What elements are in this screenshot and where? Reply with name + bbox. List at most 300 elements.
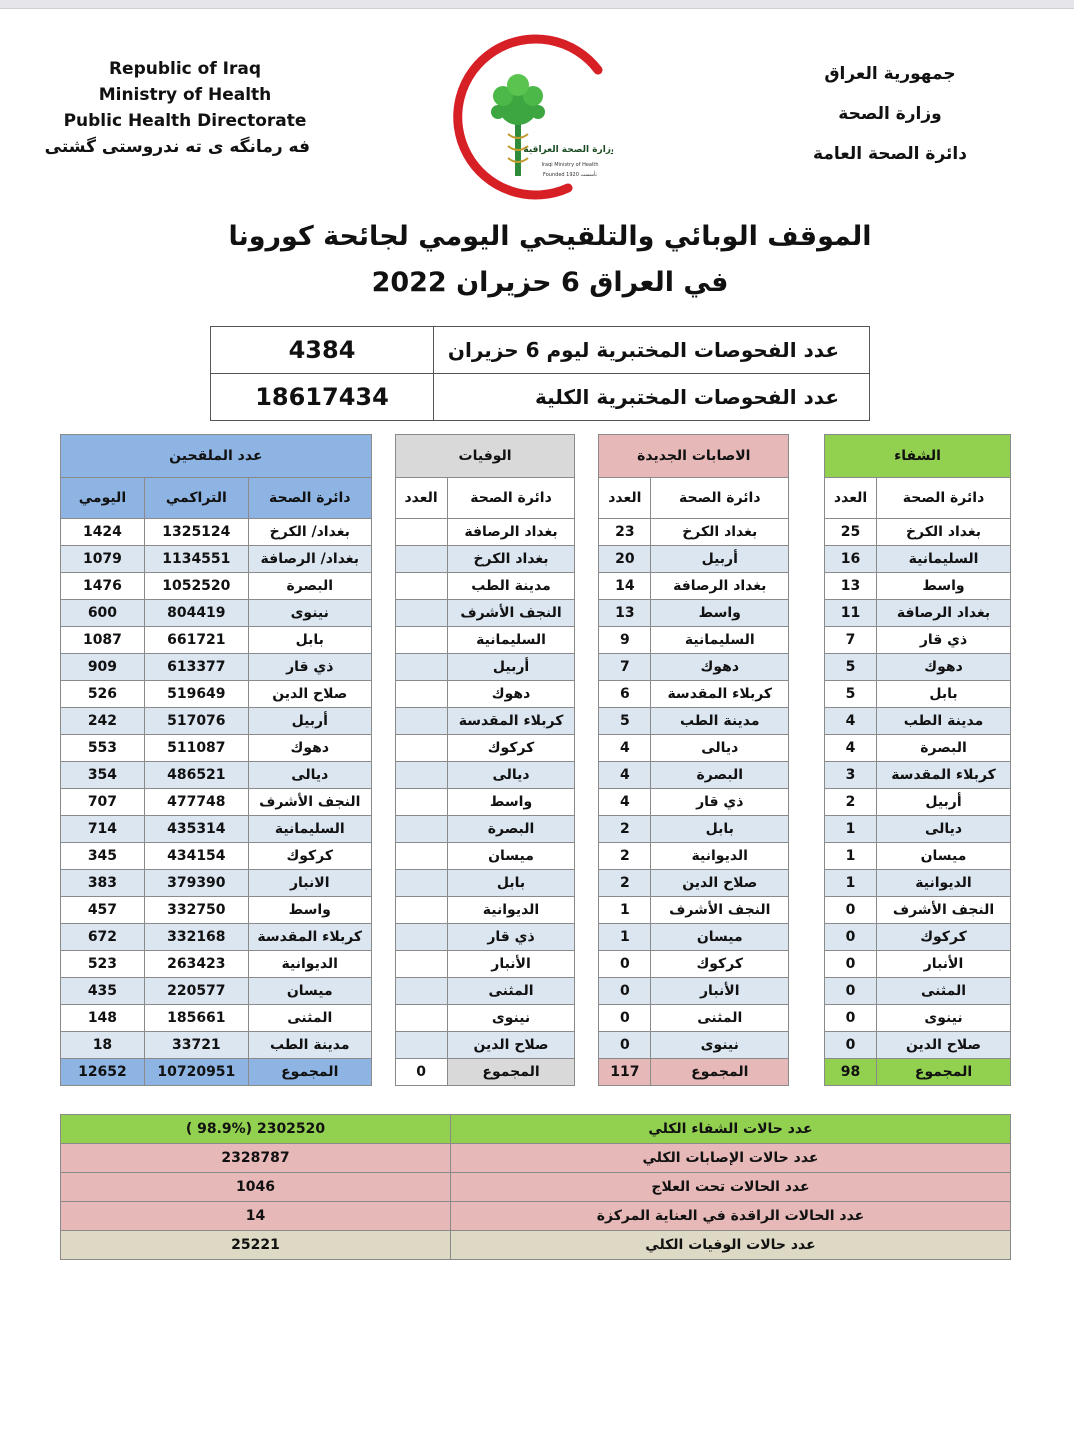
spacer [371, 1059, 395, 1086]
cases-dept-cell: صلاح الدين [651, 870, 789, 897]
spacer [371, 1005, 395, 1032]
header-en-line: Public Health Directorate [63, 111, 307, 131]
cases-dept-cell: واسط [651, 600, 789, 627]
section-deaths: الوفيات [395, 435, 575, 478]
deaths-dept-cell: البصرة [447, 816, 575, 843]
cases-count-cell: 1 [599, 897, 651, 924]
vac-cumulative-cell: 1052520 [144, 573, 248, 600]
deaths-dept-cell: مدينة الطب [447, 573, 575, 600]
spacer [575, 843, 599, 870]
deaths-dept-cell: بغداد الكرخ [447, 546, 575, 573]
col-daily: اليومي [61, 478, 145, 519]
deaths-dept-cell: بغداد الرصافة [447, 519, 575, 546]
col-cases-count: العدد [599, 478, 651, 519]
total-deaths-label: المجموع [447, 1059, 575, 1086]
rec-count-cell: 4 [825, 735, 877, 762]
header-arabic [790, 60, 990, 180]
spacer [575, 1059, 599, 1086]
column-header-row [61, 478, 1011, 519]
total-recovered: 98 [825, 1059, 877, 1086]
vac-dept-cell: أربيل [248, 708, 371, 735]
spacer [575, 870, 599, 897]
spacer [575, 435, 599, 478]
rec-count-cell: 25 [825, 519, 877, 546]
header-ar-line: جمهورية العراق [824, 64, 956, 84]
cases-count-cell: 0 [599, 1032, 651, 1059]
rec-count-cell: 0 [825, 978, 877, 1005]
cases-dept-cell: كركوك [651, 951, 789, 978]
spacer [575, 600, 599, 627]
rec-count-cell: 0 [825, 1032, 877, 1059]
vac-dept-cell: مدينة الطب [248, 1032, 371, 1059]
rec-dept-cell: بغداد الكرخ [877, 519, 1011, 546]
deaths-dept-cell: ذي قار [447, 924, 575, 951]
cases-dept-cell: الأنبار [651, 978, 789, 1005]
vac-dept-cell: واسط [248, 897, 371, 924]
table-row [61, 762, 1011, 789]
total-vac-cumulative: 10720951 [144, 1059, 248, 1086]
table-row [61, 681, 1011, 708]
spacer [575, 627, 599, 654]
summary-value: 14 [61, 1202, 451, 1231]
cases-count-cell: 0 [599, 1005, 651, 1032]
rec-count-cell: 1 [825, 816, 877, 843]
header-english [44, 56, 310, 160]
lab-tests-table [210, 326, 870, 421]
vac-daily-cell: 383 [61, 870, 145, 897]
spacer [371, 816, 395, 843]
cases-count-cell: 13 [599, 600, 651, 627]
vac-cumulative-cell: 332168 [144, 924, 248, 951]
header-en-line: Ministry of Health [98, 85, 272, 105]
vac-cumulative-cell: 517076 [144, 708, 248, 735]
rec-dept-cell: الديوانية [877, 870, 1011, 897]
vac-daily-cell: 714 [61, 816, 145, 843]
title-line-1: الموقف الوبائي والتلقيحي اليومي لجائحة كورونا [228, 221, 872, 252]
spacer [371, 762, 395, 789]
rec-count-cell: 7 [825, 627, 877, 654]
cases-count-cell: 4 [599, 789, 651, 816]
spacer [789, 1005, 825, 1032]
deaths-count-cell [395, 897, 447, 924]
summary-label: عدد حالات الشفاء الكلي [451, 1115, 1011, 1144]
cases-count-cell: 2 [599, 870, 651, 897]
col-rec-dept: دائرة الصحة [877, 478, 1011, 519]
vac-dept-cell: ميسان [248, 978, 371, 1005]
table-row [61, 1005, 1011, 1032]
vac-cumulative-cell: 661721 [144, 627, 248, 654]
spacer [789, 735, 825, 762]
vac-dept-cell: ذي قار [248, 654, 371, 681]
spacer [789, 789, 825, 816]
cases-dept-cell: البصرة [651, 762, 789, 789]
vac-cumulative-cell: 33721 [144, 1032, 248, 1059]
vac-daily-cell: 672 [61, 924, 145, 951]
daily-status-table [60, 434, 1011, 1086]
vac-daily-cell: 18 [61, 1032, 145, 1059]
summary-table [60, 1114, 1011, 1260]
vac-daily-cell: 1476 [61, 573, 145, 600]
cases-dept-cell: بغداد الكرخ [651, 519, 789, 546]
vac-dept-cell: الديوانية [248, 951, 371, 978]
rec-count-cell: 0 [825, 924, 877, 951]
deaths-dept-cell: ديالى [447, 762, 575, 789]
deaths-dept-cell: كربلاء المقدسة [447, 708, 575, 735]
tests-row-daily [211, 327, 870, 374]
cases-count-cell: 5 [599, 708, 651, 735]
cases-count-cell: 1 [599, 924, 651, 951]
rec-dept-cell: أربيل [877, 789, 1011, 816]
rec-count-cell: 0 [825, 1005, 877, 1032]
rec-count-cell: 5 [825, 654, 877, 681]
rec-count-cell: 3 [825, 762, 877, 789]
vac-daily-cell: 707 [61, 789, 145, 816]
deaths-dept-cell: المثنى [447, 978, 575, 1005]
spacer [575, 1005, 599, 1032]
deaths-count-cell [395, 870, 447, 897]
table-row [61, 735, 1011, 762]
header-ar-line: دائرة الصحة العامة [813, 144, 967, 164]
cases-dept-cell: الديوانية [651, 843, 789, 870]
table-row [61, 789, 1011, 816]
spacer [371, 1032, 395, 1059]
cases-count-cell: 4 [599, 735, 651, 762]
rec-dept-cell: النجف الأشرف [877, 897, 1011, 924]
spacer [371, 681, 395, 708]
spacer [575, 546, 599, 573]
vac-cumulative-cell: 613377 [144, 654, 248, 681]
tests-total-value: 18617434 [211, 374, 434, 421]
logo-icon [448, 30, 613, 200]
cases-count-cell: 2 [599, 816, 651, 843]
section-recovered: الشفاء [825, 435, 1011, 478]
cases-count-cell: 2 [599, 843, 651, 870]
table-row [61, 654, 1011, 681]
cases-dept-cell: أربيل [651, 546, 789, 573]
vac-daily-cell: 1424 [61, 519, 145, 546]
spacer [371, 978, 395, 1005]
deaths-count-cell [395, 1032, 447, 1059]
spacer [371, 519, 395, 546]
summary-label: عدد حالات الوفيات الكلي [451, 1231, 1011, 1260]
spacer [371, 897, 395, 924]
vac-dept-cell: صلاح الدين [248, 681, 371, 708]
rec-dept-cell: كربلاء المقدسة [877, 762, 1011, 789]
spacer [575, 708, 599, 735]
rec-dept-cell: مدينة الطب [877, 708, 1011, 735]
summary-value: ( 98.9%) 2302520 [61, 1115, 451, 1144]
deaths-count-cell [395, 573, 447, 600]
deaths-count-cell [395, 546, 447, 573]
spacer [789, 654, 825, 681]
cases-dept-cell: ديالى [651, 735, 789, 762]
rec-dept-cell: السليمانية [877, 546, 1011, 573]
deaths-dept-cell: السليمانية [447, 627, 575, 654]
spacer [789, 1032, 825, 1059]
rec-dept-cell: ميسان [877, 843, 1011, 870]
vac-daily-cell: 354 [61, 762, 145, 789]
spacer [575, 573, 599, 600]
spacer [575, 978, 599, 1005]
spacer [371, 654, 395, 681]
vac-daily-cell: 1087 [61, 627, 145, 654]
tests-row-total [211, 374, 870, 421]
vac-daily-cell: 457 [61, 897, 145, 924]
rec-dept-cell: ديالى [877, 816, 1011, 843]
cases-dept-cell: السليمانية [651, 627, 789, 654]
rec-count-cell: 5 [825, 681, 877, 708]
col-deaths-count: العدد [395, 478, 447, 519]
spacer [371, 435, 395, 478]
cases-count-cell: 14 [599, 573, 651, 600]
tests-total-label: عدد الفحوصات المختبرية الكلية [434, 374, 870, 421]
cases-count-cell: 6 [599, 681, 651, 708]
vac-daily-cell: 523 [61, 951, 145, 978]
vac-cumulative-cell: 1134551 [144, 546, 248, 573]
vac-daily-cell: 435 [61, 978, 145, 1005]
cases-count-cell: 20 [599, 546, 651, 573]
spacer [371, 735, 395, 762]
deaths-count-cell [395, 600, 447, 627]
deaths-count-cell [395, 708, 447, 735]
spacer [371, 951, 395, 978]
rec-dept-cell: نينوى [877, 1005, 1011, 1032]
table-row [61, 600, 1011, 627]
deaths-dept-cell: كركوك [447, 735, 575, 762]
section-vaccinated: عدد الملقحين [61, 435, 372, 478]
total-vac-label: المجموع [248, 1059, 371, 1086]
rec-count-cell: 0 [825, 951, 877, 978]
vac-cumulative-cell: 804419 [144, 600, 248, 627]
summary-row [61, 1173, 1011, 1202]
cases-dept-cell: دهوك [651, 654, 789, 681]
col-rec-count: العدد [825, 478, 877, 519]
total-rec-label: المجموع [877, 1059, 1011, 1086]
vac-cumulative-cell: 477748 [144, 789, 248, 816]
vac-cumulative-cell: 1325124 [144, 519, 248, 546]
vac-cumulative-cell: 220577 [144, 978, 248, 1005]
spacer [789, 951, 825, 978]
rec-dept-cell: دهوك [877, 654, 1011, 681]
rec-dept-cell: المثنى [877, 978, 1011, 1005]
vac-daily-cell: 148 [61, 1005, 145, 1032]
deaths-count-cell [395, 681, 447, 708]
table-row [61, 924, 1011, 951]
section-new-cases: الاصابات الجديدة [599, 435, 789, 478]
deaths-dept-cell: بابل [447, 870, 575, 897]
vac-dept-cell: ديالى [248, 762, 371, 789]
rec-dept-cell: ذي قار [877, 627, 1011, 654]
vac-dept-cell: النجف الأشرف [248, 789, 371, 816]
table-row [61, 816, 1011, 843]
spacer [575, 735, 599, 762]
spacer [575, 478, 599, 519]
spacer [789, 600, 825, 627]
cases-dept-cell: ذي قار [651, 789, 789, 816]
rec-dept-cell: واسط [877, 573, 1011, 600]
summary-value: 1046 [61, 1173, 451, 1202]
col-cumulative: التراكمي [144, 478, 248, 519]
spacer [371, 546, 395, 573]
total-vac-daily: 12652 [61, 1059, 145, 1086]
rec-count-cell: 11 [825, 600, 877, 627]
vac-dept-cell: بابل [248, 627, 371, 654]
summary-value: 2328787 [61, 1144, 451, 1173]
cases-dept-cell: بابل [651, 816, 789, 843]
spacer [789, 897, 825, 924]
vac-daily-cell: 242 [61, 708, 145, 735]
col-vac-dept: دائرة الصحة [248, 478, 371, 519]
spacer [371, 478, 395, 519]
ministry-logo [448, 30, 613, 200]
spacer [575, 951, 599, 978]
spacer [789, 978, 825, 1005]
deaths-dept-cell: دهوك [447, 681, 575, 708]
rec-count-cell: 2 [825, 789, 877, 816]
vac-cumulative-cell: 486521 [144, 762, 248, 789]
cases-dept-cell: كربلاء المقدسة [651, 681, 789, 708]
table-row [61, 843, 1011, 870]
spacer [371, 627, 395, 654]
table-row [61, 546, 1011, 573]
cases-dept-cell: بغداد الرصافة [651, 573, 789, 600]
cases-dept-cell: ميسان [651, 924, 789, 951]
spacer [371, 573, 395, 600]
vac-dept-cell: كركوك [248, 843, 371, 870]
deaths-count-cell [395, 1005, 447, 1032]
summary-value: 25221 [61, 1231, 451, 1260]
vac-daily-cell: 345 [61, 843, 145, 870]
deaths-dept-cell: الأنبار [447, 951, 575, 978]
header-en-line: Republic of Iraq [108, 59, 262, 79]
rec-dept-cell: بغداد الرصافة [877, 600, 1011, 627]
table-row [61, 627, 1011, 654]
deaths-count-cell [395, 789, 447, 816]
deaths-dept-cell: النجف الأشرف [447, 600, 575, 627]
summary-label: عدد الحالات الراقدة في العناية المركزة [451, 1202, 1011, 1231]
cases-count-cell: 7 [599, 654, 651, 681]
spacer [371, 870, 395, 897]
spacer [575, 897, 599, 924]
tests-daily-value: 4384 [211, 327, 434, 374]
cases-count-cell: 0 [599, 951, 651, 978]
deaths-dept-cell: نينوى [447, 1005, 575, 1032]
deaths-dept-cell: ميسان [447, 843, 575, 870]
rec-dept-cell: صلاح الدين [877, 1032, 1011, 1059]
vac-dept-cell: كربلاء المقدسة [248, 924, 371, 951]
vac-daily-cell: 1079 [61, 546, 145, 573]
deaths-dept-cell: أربيل [447, 654, 575, 681]
vac-dept-cell: دهوك [248, 735, 371, 762]
spacer [789, 843, 825, 870]
vac-dept-cell: البصرة [248, 573, 371, 600]
rec-count-cell: 0 [825, 897, 877, 924]
spacer [789, 762, 825, 789]
logo-en-text: Iraqi Ministry of Health [541, 162, 599, 168]
rec-count-cell: 13 [825, 573, 877, 600]
summary-label: عدد الحالات تحت العلاج [451, 1173, 1011, 1202]
cases-count-cell: 9 [599, 627, 651, 654]
table-row [61, 870, 1011, 897]
spacer [575, 816, 599, 843]
tests-daily-label: عدد الفحوصات المختبرية ليوم 6 حزيران [434, 327, 870, 374]
cases-count-cell: 23 [599, 519, 651, 546]
table-row [61, 897, 1011, 924]
vac-dept-cell: الانبار [248, 870, 371, 897]
deaths-count-cell [395, 762, 447, 789]
vac-cumulative-cell: 332750 [144, 897, 248, 924]
spacer [371, 843, 395, 870]
spacer [789, 627, 825, 654]
cases-dept-cell: نينوى [651, 1032, 789, 1059]
spacer [575, 762, 599, 789]
table-row [61, 951, 1011, 978]
rec-count-cell: 4 [825, 708, 877, 735]
vac-cumulative-cell: 263423 [144, 951, 248, 978]
vac-cumulative-cell: 185661 [144, 1005, 248, 1032]
rec-dept-cell: كركوك [877, 924, 1011, 951]
total-cases: 117 [599, 1059, 651, 1086]
spacer [575, 924, 599, 951]
table-row [61, 573, 1011, 600]
vac-dept-cell: بغداد/ الكرخ [248, 519, 371, 546]
deaths-count-cell [395, 627, 447, 654]
spacer [789, 573, 825, 600]
total-cases-label: المجموع [651, 1059, 789, 1086]
summary-label: عدد حالات الإصابات الكلي [451, 1144, 1011, 1173]
rec-dept-cell: البصرة [877, 735, 1011, 762]
deaths-dept-cell: الديوانية [447, 897, 575, 924]
table-row [61, 708, 1011, 735]
rec-dept-cell: بابل [877, 681, 1011, 708]
rec-dept-cell: الأنبار [877, 951, 1011, 978]
header-ku-line: فه رمانگه ى ته ندروستى گشتى [44, 137, 310, 157]
cases-dept-cell: النجف الأشرف [651, 897, 789, 924]
col-cases-dept: دائرة الصحة [651, 478, 789, 519]
spacer [789, 924, 825, 951]
vac-daily-cell: 553 [61, 735, 145, 762]
table-row [61, 978, 1011, 1005]
spacer [789, 478, 825, 519]
spacer [789, 816, 825, 843]
table-row [61, 1032, 1011, 1059]
vac-daily-cell: 526 [61, 681, 145, 708]
vac-dept-cell: السليمانية [248, 816, 371, 843]
spacer [789, 681, 825, 708]
spacer [789, 708, 825, 735]
logo-ar-text: وزارة الصحة العراقية [523, 145, 613, 155]
total-deaths: 0 [395, 1059, 447, 1086]
deaths-count-cell [395, 951, 447, 978]
spacer [789, 546, 825, 573]
deaths-count-cell [395, 978, 447, 1005]
vac-dept-cell: بغداد/ الرصافة [248, 546, 371, 573]
spacer [789, 870, 825, 897]
summary-row [61, 1231, 1011, 1260]
vac-cumulative-cell: 511087 [144, 735, 248, 762]
cases-dept-cell: المثنى [651, 1005, 789, 1032]
deaths-count-cell [395, 924, 447, 951]
totals-row [61, 1059, 1011, 1086]
deaths-count-cell [395, 843, 447, 870]
report-title [220, 214, 880, 306]
summary-row [61, 1202, 1011, 1231]
cases-count-cell: 4 [599, 762, 651, 789]
vac-cumulative-cell: 519649 [144, 681, 248, 708]
vac-dept-cell: المثنى [248, 1005, 371, 1032]
cases-dept-cell: مدينة الطب [651, 708, 789, 735]
deaths-dept-cell: واسط [447, 789, 575, 816]
